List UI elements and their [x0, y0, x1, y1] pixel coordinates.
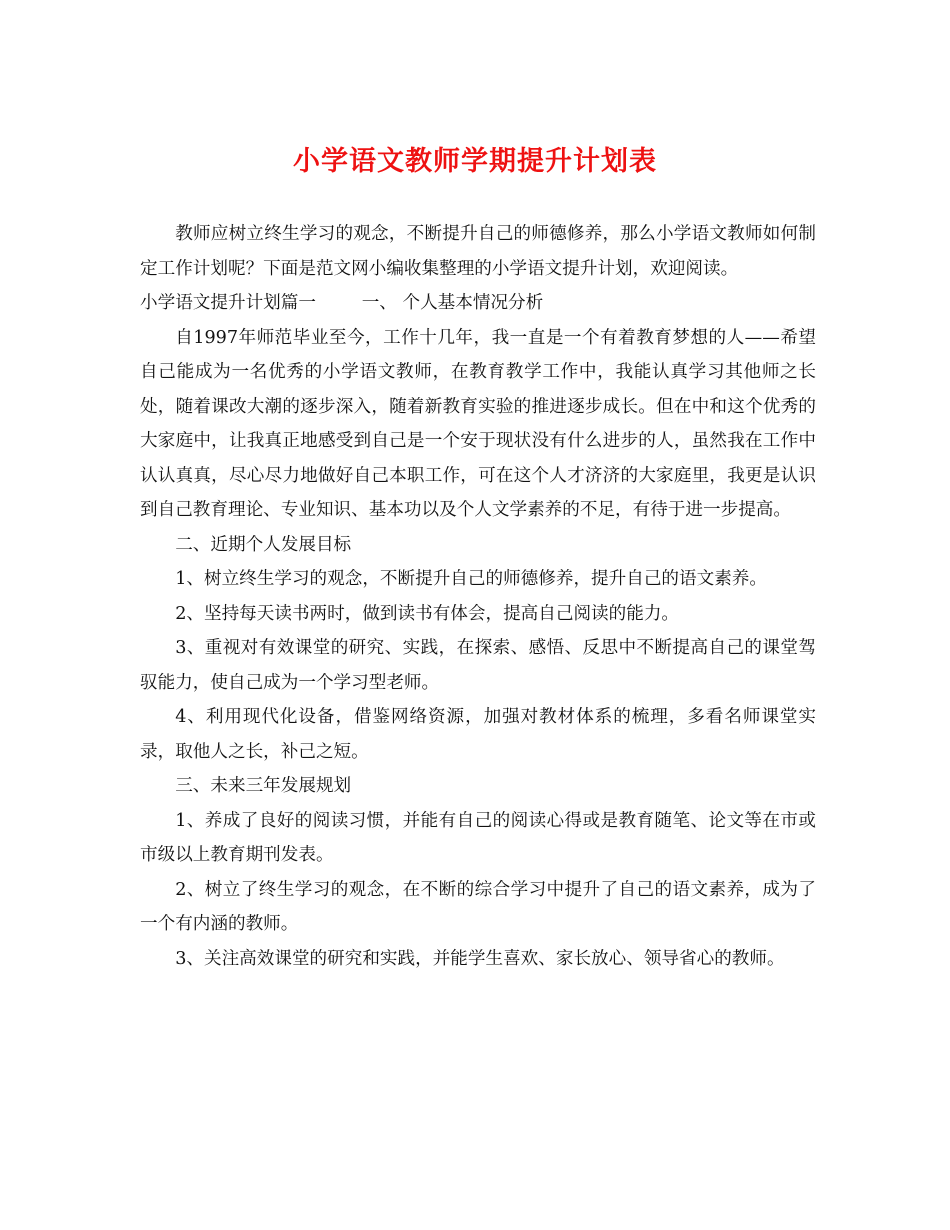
section3-heading: 三、未来三年发展规划	[175, 776, 352, 796]
section1-heading: 一、 个人基本情况分析	[361, 293, 544, 313]
document-title: 小学语文教师学期提升计划表	[293, 146, 657, 177]
document-body	[140, 217, 816, 976]
section2-item: 4、利用现代化设备，借鉴网络资源，加强对教材体系的梳理，多看名师课堂实录，取他人之长，补己之短。	[140, 707, 816, 762]
section3-item: 1、养成了良好的阅读习惯，并能有自己的阅读心得或是教育随笔、论文等在市或市级以上教育期刊发表。	[140, 810, 816, 865]
plan-heading: 小学语文提升计划篇一	[140, 293, 316, 313]
section1-paragraph: 自1997年师范毕业至今，工作十几年，我一直是一个有着教育梦想的人——希望自己能成为一名优秀的小学语文教师，在教育教学工作中，我能认真学习其他师之长处，随着课改大潮的逐步深入，随着新教育实验的推进逐步成长。但在中和这个优秀的大家庭中，让我真正地感受到自己是一个安于现状没有什么进步的人，虽然我在工作中认认真真，尽心尽力地做好自己本职工作，可在这个人才济济的大家庭里，我更是认识到自己教育理论、专业知识、基本功以及个人文学素养的不足，有待于进一步提高。	[140, 327, 816, 520]
plan-heading-line	[140, 286, 816, 321]
intro-paragraph: 教师应树立终生学习的观念，不断提升自己的师德修养，那么小学语文教师如何制定工作计划呢？下面是范文网小编收集整理的小学语文提升计划，欢迎阅读。	[140, 224, 816, 279]
section3-item: 3、关注高效课堂的研究和实践，并能学生喜欢、家长放心、领导省心的教师。	[175, 948, 785, 969]
section3-item: 2、树立了终生学习的观念，在不断的综合学习中提升了自己的语文素养，成为了一个有内涵的教师。	[140, 879, 816, 934]
section2-item: 2、坚持每天读书两时，做到读书有体会，提高自己阅读的能力。	[175, 603, 680, 624]
section2-item: 3、重视对有效课堂的研究、实践，在探索、感悟、反思中不断提高自己的课堂驾驭能力，使自己成为一个学习型老师。	[140, 638, 816, 693]
section2-item: 1、树立终生学习的观念，不断提升自己的师德修养，提升自己的语文素养。	[175, 569, 767, 589]
section2-heading: 二、近期个人发展目标	[175, 534, 352, 555]
